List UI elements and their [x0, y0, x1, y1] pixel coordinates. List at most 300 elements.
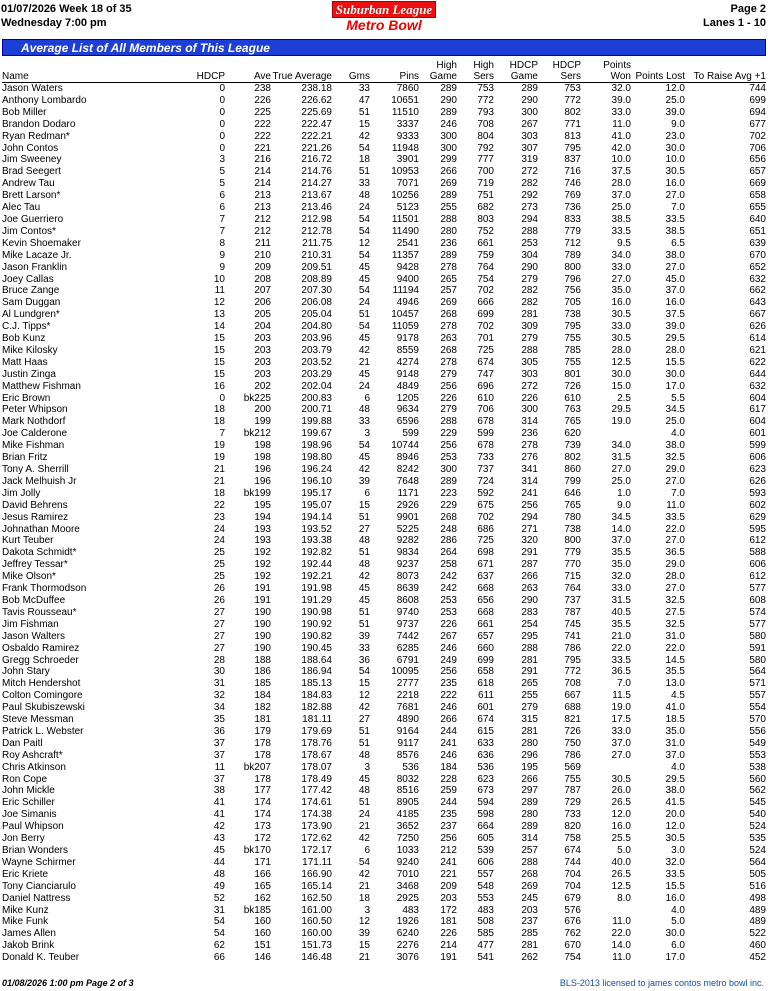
stat-cell: 222: [254, 118, 271, 130]
bowler-name: Ryan Redman*: [2, 130, 70, 142]
stat-cell: 195: [254, 499, 271, 511]
stat-cell: 188.64: [301, 654, 332, 666]
stat-cell: 799: [564, 475, 581, 487]
stat-cell: 5.5: [671, 392, 685, 404]
table-row: [2, 381, 766, 393]
table-row: [2, 488, 766, 500]
stat-cell: 27.0: [665, 190, 685, 202]
stat-cell: 256: [440, 666, 457, 678]
stat-cell: 739: [564, 440, 581, 452]
bowler-name: Kurt Teuber: [2, 535, 54, 547]
stat-cell: 10: [213, 273, 225, 285]
bowler-name: Brett Larson*: [2, 190, 61, 202]
stat-cell: 678: [477, 416, 494, 428]
stat-cell: 38: [213, 785, 225, 797]
stat-cell: 51: [358, 547, 370, 559]
stat-cell: 12.5: [611, 356, 631, 368]
stat-cell: 793: [477, 106, 494, 118]
stat-cell: 41.0: [665, 702, 685, 714]
stat-cell: 314: [521, 475, 538, 487]
stat-cell: 278: [440, 356, 457, 368]
table-row: [2, 845, 766, 857]
stat-cell: 35.0: [611, 285, 631, 297]
stat-cell: 290: [521, 261, 538, 273]
col-header: To Raise Avg +1: [685, 60, 766, 83]
stat-cell: 10.0: [665, 154, 685, 166]
stat-cell: 785: [564, 344, 581, 356]
stat-cell: 30.0: [611, 368, 631, 380]
stat-cell: 452: [749, 952, 766, 964]
stat-cell: 1.0: [617, 487, 631, 499]
bowler-name: Eric Brown: [2, 392, 51, 404]
stat-cell: 746: [564, 178, 581, 190]
stat-cell: 48: [358, 749, 370, 761]
stat-cell: 37: [213, 773, 225, 785]
stat-cell: 7648: [396, 475, 419, 487]
stat-cell: 599: [749, 440, 766, 452]
stat-cell: 4185: [396, 809, 419, 821]
stat-cell: 300: [521, 404, 538, 416]
stat-cell: 16.0: [611, 297, 631, 309]
bowler-name: Gregg Schroeder: [2, 654, 79, 666]
stat-cell: 0: [219, 118, 225, 130]
stat-cell: 599: [477, 428, 494, 440]
stat-cell: 795: [564, 654, 581, 666]
stat-cell: 658: [477, 666, 494, 678]
stat-cell: 11501: [391, 213, 419, 225]
stat-cell: 26.0: [611, 785, 631, 797]
stat-cell: 266: [440, 714, 457, 726]
bowler-name: Joey Callas: [2, 273, 54, 285]
stat-cell: 6: [219, 202, 225, 214]
stat-cell: 38.5: [611, 213, 631, 225]
stat-cell: 592: [477, 487, 494, 499]
stat-cell: 460: [749, 940, 766, 952]
bowler-name: Paul Skubiszewski: [2, 702, 85, 714]
stat-cell: 263: [521, 583, 538, 595]
stat-cell: 178.07: [301, 761, 332, 773]
bowler-name: Mike Fishman: [2, 440, 65, 452]
stat-cell: 588: [749, 547, 766, 559]
stat-cell: 8639: [396, 583, 419, 595]
table-row: [2, 869, 766, 881]
bowler-name: Mike Kilosky: [2, 344, 58, 356]
stat-cell: 162.50: [301, 892, 332, 904]
stat-cell: 28.0: [611, 344, 631, 356]
stat-cell: 171: [254, 856, 271, 868]
stat-cell: 602: [749, 499, 766, 511]
stat-cell: 729: [564, 797, 581, 809]
stat-cell: 644: [749, 368, 766, 380]
stat-cell: 8.0: [617, 892, 631, 904]
stat-cell: 489: [749, 916, 766, 928]
stat-cell: 32.5: [665, 452, 685, 464]
stat-cell: 5123: [396, 202, 419, 214]
stat-cell: 237: [521, 916, 538, 928]
stat-cell: 174: [254, 797, 271, 809]
stat-cell: 48: [358, 785, 370, 797]
table-row: [2, 345, 766, 357]
stat-cell: 10256: [391, 190, 419, 202]
stat-cell: 770: [564, 559, 581, 571]
stat-cell: 178: [254, 773, 271, 785]
stat-cell: 37.5: [611, 166, 631, 178]
stat-cell: 5.0: [617, 845, 631, 856]
stat-cell: 562: [749, 785, 766, 797]
stat-cell: 280: [521, 809, 538, 821]
stat-cell: 21: [213, 464, 225, 475]
stat-cell: 570: [749, 714, 766, 726]
stat-cell: 19.0: [611, 416, 631, 428]
stat-cell: 8073: [396, 571, 419, 583]
stat-cell: 673: [477, 785, 494, 797]
stat-cell: 192: [254, 571, 271, 583]
stat-cell: 7.0: [671, 202, 685, 214]
stat-cell: 9634: [396, 404, 419, 416]
stat-cell: 245: [521, 892, 538, 904]
stat-cell: 9901: [396, 511, 419, 523]
league-name: Suburban League: [332, 1, 436, 18]
stat-cell: 48: [358, 559, 370, 571]
stat-cell: 190: [254, 642, 271, 654]
stat-cell: 606: [749, 559, 766, 571]
table-row: [2, 559, 766, 571]
stat-cell: 285: [521, 928, 538, 940]
stat-cell: 181: [440, 916, 457, 928]
stat-cell: 762: [564, 928, 581, 940]
bowler-name: Jesus Ramirez: [2, 511, 69, 523]
stat-cell: 259: [440, 785, 457, 797]
stat-cell: 279: [440, 368, 457, 380]
stat-cell: 279: [521, 333, 538, 345]
stat-cell: 656: [477, 594, 494, 606]
stat-cell: 208.89: [301, 273, 332, 285]
stat-cell: 4.0: [671, 904, 685, 916]
stat-cell: 22.0: [665, 523, 685, 535]
table-row: [2, 143, 766, 155]
stat-cell: 612: [749, 571, 766, 583]
stat-cell: 281: [521, 654, 538, 666]
stat-cell: 646: [564, 487, 581, 499]
stat-cell: 226: [440, 618, 457, 630]
stat-cell: 7.0: [617, 678, 631, 690]
stat-cell: 11948: [391, 142, 419, 154]
stat-cell: 226: [440, 392, 457, 404]
stat-cell: 206: [254, 297, 271, 309]
table-row: [2, 738, 766, 750]
stat-cell: 37.0: [611, 190, 631, 202]
stat-cell: 22: [213, 499, 225, 511]
stat-cell: 682: [477, 202, 494, 214]
stat-cell: 165: [254, 880, 271, 892]
table-row: [2, 250, 766, 262]
bowler-name: Jeffrey Tessar*: [2, 559, 68, 571]
stat-cell: 209.51: [301, 261, 332, 273]
stat-cell: 516: [749, 880, 766, 892]
stat-cell: 716: [564, 166, 581, 178]
stat-cell: 6240: [396, 928, 419, 940]
stat-cell: 7860: [396, 83, 419, 94]
stat-cell: 54: [358, 249, 370, 261]
stat-cell: 765: [564, 416, 581, 428]
stat-cell: 196.24: [301, 464, 332, 475]
stat-cell: 12.5: [611, 880, 631, 892]
stat-cell: 320: [521, 535, 538, 547]
stat-cell: 246: [440, 118, 457, 130]
stat-cell: 174: [254, 809, 271, 821]
stat-cell: 238: [254, 83, 271, 94]
stat-cell: 211: [255, 237, 271, 249]
stat-cell: 772: [564, 666, 581, 678]
stat-cell: 22.0: [665, 642, 685, 654]
stat-cell: 160: [254, 928, 271, 940]
stat-cell: 271: [521, 523, 538, 535]
table-row: [2, 774, 766, 786]
bowler-name: Brandon Dodaro: [2, 118, 76, 130]
stat-cell: 577: [749, 583, 766, 595]
stat-cell: 557: [477, 868, 494, 880]
stat-cell: 29.0: [665, 559, 685, 571]
stat-cell: 200: [254, 404, 271, 416]
stat-cell: 786: [564, 642, 581, 654]
stat-cell: 25: [213, 571, 225, 583]
stat-cell: 27.0: [611, 464, 631, 475]
stat-cell: 724: [477, 475, 494, 487]
stat-cell: 505: [749, 868, 766, 880]
stat-cell: 705: [564, 297, 581, 309]
stat-cell: 610: [564, 392, 581, 404]
stat-cell: 771: [564, 118, 581, 130]
stat-cell: 652: [749, 261, 766, 273]
bowler-name: Al Lundgren*: [2, 309, 60, 321]
stat-cell: 9282: [396, 535, 419, 547]
stat-cell: 222.21: [301, 130, 332, 142]
stat-cell: 309: [521, 321, 538, 333]
stat-cell: 52: [213, 892, 225, 904]
stat-cell: 45: [358, 273, 370, 285]
stat-cell: 289: [521, 797, 538, 809]
stat-cell: 248: [440, 523, 457, 535]
stat-cell: 27.0: [665, 535, 685, 547]
stat-cell: 54: [358, 666, 370, 678]
stat-cell: 191: [254, 583, 271, 595]
table-row: [2, 655, 766, 667]
stat-cell: 483: [477, 904, 494, 916]
stat-cell: 667: [564, 690, 581, 702]
stat-cell: 2926: [396, 499, 419, 511]
stat-cell: 522: [749, 928, 766, 940]
stat-cell: 27: [213, 642, 225, 654]
stat-cell: 800: [564, 535, 581, 547]
stat-cell: 280: [440, 225, 457, 237]
stat-cell: 12.0: [665, 821, 685, 833]
stat-cell: 753: [564, 83, 581, 94]
stat-cell: 3: [364, 904, 370, 916]
stat-cell: 289: [440, 190, 457, 202]
stat-cell: 42.0: [611, 142, 631, 154]
stat-cell: 8559: [396, 344, 419, 356]
stat-cell: 6.5: [671, 237, 685, 249]
stat-cell: 288: [521, 225, 538, 237]
stat-cell: 195: [521, 761, 538, 773]
col-header: High Sers: [457, 60, 494, 83]
stat-cell: 629: [749, 511, 766, 523]
stat-cell: 14.0: [611, 940, 631, 952]
stat-cell: 789: [564, 249, 581, 261]
stat-cell: 3468: [396, 880, 419, 892]
bowler-name: Bob McDuffee: [2, 594, 66, 606]
stat-cell: 31.5: [611, 452, 631, 464]
stat-cell: 8032: [396, 773, 419, 785]
table-row: [2, 262, 766, 274]
stat-cell: 32.0: [665, 856, 685, 868]
stat-cell: 32.0: [611, 571, 631, 583]
stat-cell: 213.46: [301, 202, 332, 214]
col-header: Points Lost: [631, 60, 685, 83]
table-row: [2, 202, 766, 214]
stat-cell: 637: [477, 571, 494, 583]
bowler-name: Jason Franklin: [2, 261, 68, 273]
stat-cell: 253: [521, 237, 538, 249]
stat-cell: 9: [219, 249, 225, 261]
stat-cell: 34.0: [611, 249, 631, 261]
stat-cell: 623: [749, 464, 766, 475]
stat-cell: 10744: [391, 440, 419, 452]
stat-cell: 0: [219, 142, 225, 154]
stat-cell: 708: [564, 678, 581, 690]
stat-cell: 623: [477, 773, 494, 785]
table-row: [2, 893, 766, 905]
table-row: [2, 333, 766, 345]
stat-cell: 33.5: [665, 511, 685, 523]
stat-cell: 671: [477, 559, 494, 571]
stat-cell: 185.13: [301, 678, 332, 690]
stat-cell: 265: [521, 678, 538, 690]
stat-cell: 213.67: [301, 190, 332, 202]
stat-cell: 192.44: [301, 559, 332, 571]
stat-cell: 190.98: [301, 606, 332, 618]
stat-cell: 203.96: [301, 333, 332, 345]
stat-cell: 539: [477, 845, 494, 856]
stat-cell: 178.67: [301, 749, 332, 761]
stat-cell: 13: [213, 309, 225, 321]
stat-cell: 190.82: [301, 630, 332, 642]
stat-cell: 792: [477, 142, 494, 154]
stat-cell: 182: [254, 702, 271, 714]
stat-cell: 37.0: [665, 285, 685, 297]
table-row: [2, 595, 766, 607]
stat-cell: 39.0: [665, 106, 685, 118]
stat-cell: 241: [440, 737, 457, 749]
stat-cell: 27.0: [665, 475, 685, 487]
stat-cell: 14: [213, 321, 225, 333]
stat-cell: 48: [213, 868, 225, 880]
stat-cell: 10457: [391, 309, 419, 321]
stat-cell: 656: [749, 154, 766, 166]
stat-cell: 669: [749, 178, 766, 190]
stat-cell: 780: [564, 511, 581, 523]
stat-cell: 27: [213, 606, 225, 618]
stat-cell: bk199: [243, 487, 271, 499]
stat-cell: 679: [564, 892, 581, 904]
stat-cell: 51: [358, 511, 370, 523]
bowler-name: Tavis Rousseau*: [2, 606, 77, 618]
stat-cell: 287: [521, 559, 538, 571]
stat-cell: 26.5: [611, 868, 631, 880]
stat-cell: 557: [749, 690, 766, 702]
stat-cell: 10953: [391, 166, 419, 178]
table-row: [2, 547, 766, 559]
stat-cell: 160: [254, 916, 271, 928]
stat-cell: 7: [219, 213, 225, 225]
stat-cell: 0: [219, 83, 225, 94]
stat-cell: 35: [213, 714, 225, 726]
stat-cell: 204.80: [301, 321, 332, 333]
stat-cell: 319: [521, 154, 538, 166]
table-row: [2, 166, 766, 178]
stat-cell: 12: [358, 916, 370, 928]
stat-cell: 779: [564, 225, 581, 237]
stat-cell: 585: [477, 928, 494, 940]
stat-cell: 214: [254, 166, 271, 178]
stat-cell: 30.5: [611, 333, 631, 345]
stat-cell: 296: [521, 749, 538, 761]
stat-cell: 608: [749, 594, 766, 606]
stat-cell: 281: [521, 940, 538, 952]
stat-cell: 803: [477, 213, 494, 225]
stat-cell: 712: [564, 237, 581, 249]
stat-cell: 200.71: [301, 404, 332, 416]
stat-cell: 20.0: [665, 809, 685, 821]
stat-cell: 246: [440, 702, 457, 714]
stat-cell: 15: [213, 368, 225, 380]
stat-cell: 41: [213, 797, 225, 809]
stat-cell: 604: [749, 416, 766, 428]
stat-cell: 209: [440, 880, 457, 892]
stat-cell: 7250: [396, 833, 419, 845]
stat-cell: 222: [440, 690, 457, 702]
bowler-name: Steve Messman: [2, 714, 74, 726]
stat-cell: 15.5: [665, 356, 685, 368]
bowler-name: David Behrens: [2, 499, 68, 511]
stat-cell: 4946: [396, 297, 419, 309]
stat-cell: 203.79: [301, 344, 332, 356]
stat-cell: 5.0: [671, 916, 685, 928]
stat-cell: 225.69: [301, 106, 332, 118]
stat-cell: 279: [440, 404, 457, 416]
table-row: [2, 357, 766, 369]
stat-cell: 193: [254, 523, 271, 535]
stat-cell: 278: [521, 440, 538, 452]
stat-cell: 715: [564, 571, 581, 583]
stat-cell: 288: [440, 416, 457, 428]
stat-cell: 2218: [396, 690, 419, 702]
stat-cell: 51: [358, 309, 370, 321]
stat-cell: 621: [749, 344, 766, 356]
bowler-name: John Stary: [2, 666, 50, 678]
stat-cell: 27: [358, 714, 370, 726]
stat-cell: 765: [564, 499, 581, 511]
stat-cell: 246: [440, 642, 457, 654]
stat-cell: 40.0: [611, 856, 631, 868]
stat-cell: 4849: [396, 380, 419, 392]
stat-cell: 755: [564, 356, 581, 368]
stat-cell: 212.98: [301, 213, 332, 225]
stat-cell: 11510: [391, 106, 419, 118]
stat-cell: 182.88: [301, 702, 332, 714]
stat-cell: 708: [477, 118, 494, 130]
stat-cell: 27.0: [665, 583, 685, 595]
